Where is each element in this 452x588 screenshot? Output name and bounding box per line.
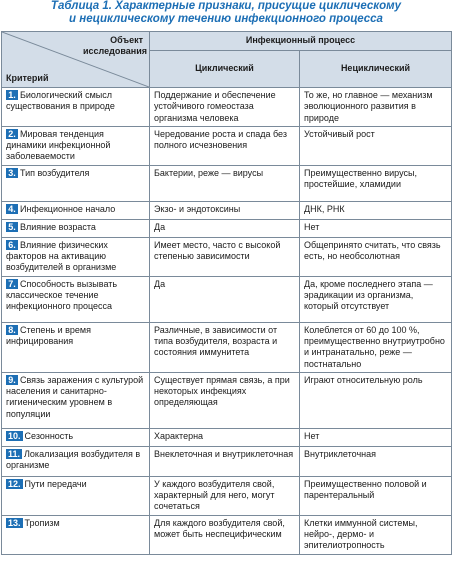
noncyclic-cell: ДНК, РНК — [300, 201, 452, 219]
cyclic-cell: Да — [150, 219, 300, 237]
row-number-badge: 9. — [6, 375, 18, 385]
criterion-text: Инфекционное начало — [20, 203, 116, 214]
table-row — [2, 165, 452, 201]
criterion-text: Сезонность — [24, 430, 74, 441]
noncyclic-cell: Клетки иммунной системы, нейро-, дермо- и эпителиотропность — [300, 515, 452, 554]
row-number-badge: 2. — [6, 129, 18, 139]
noncyclic-cell: Устойчивый рост — [300, 126, 452, 165]
criterion-text: Тип возбудителя — [20, 167, 90, 178]
criterion-cell — [2, 165, 150, 201]
table-row — [2, 276, 452, 322]
criterion-cell — [2, 428, 150, 446]
cyclic-cell: Экзо- и эндотоксины — [150, 201, 300, 219]
criterion-cell — [2, 88, 150, 127]
cyclic-cell: Да — [150, 276, 300, 322]
criterion-cell — [2, 219, 150, 237]
cyclic-cell: Внеклеточная и внутриклеточная — [150, 446, 300, 476]
criterion-text: Биологический смысл существования в природе — [6, 90, 115, 112]
noncyclic-cell: Колеблется от 60 до 100 %, преимущественно внутриутробно и интранатально, реже — постнатально — [300, 322, 452, 372]
header-noncyclic-label: Нециклический — [300, 51, 452, 88]
noncyclic-cell: Общепринято считать, что связь есть, но необсолютная — [300, 237, 452, 276]
header-object-label: Объект исследования — [83, 35, 147, 56]
cyclic-cell: Поддержание и обеспечение устойчивого гомеостаза организма человека — [150, 88, 300, 127]
table-row — [2, 126, 452, 165]
table-row — [2, 372, 452, 428]
table-row — [2, 428, 452, 446]
noncyclic-cell: Играют относительную роль — [300, 372, 452, 428]
criterion-cell — [2, 322, 150, 372]
cyclic-cell: Существует прямая связь, а при некоторых инфекциях определяющая — [150, 372, 300, 428]
table-row — [2, 322, 452, 372]
criterion-text: Влияние физических факторов на активацию возбудителей в организме — [6, 239, 117, 273]
row-number-badge: 1. — [6, 90, 18, 100]
table-row — [2, 88, 452, 127]
criterion-text: Способность вызывать классическое течение инфекционного процесса — [6, 278, 118, 312]
header-cyclic-label: Циклический — [150, 51, 300, 88]
criterion-cell — [2, 276, 150, 322]
row-number-badge: 12. — [8, 478, 21, 489]
noncyclic-cell: Внутриклеточная — [300, 446, 452, 476]
header-criterion-label: Критерий — [6, 72, 49, 83]
criterion-text: Мировая тенденция динамики инфекционной заболеваемости — [6, 128, 111, 162]
table-body — [2, 88, 452, 555]
table-row — [2, 515, 452, 554]
table-row — [2, 237, 452, 276]
comparison-table — [1, 31, 452, 555]
noncyclic-cell: Преимущественно половой и парентеральный — [300, 476, 452, 515]
row-number-badge: 6. — [6, 240, 18, 250]
table-row — [2, 201, 452, 219]
row-number-badge: 13. — [8, 517, 21, 528]
criterion-text: Степень и время инфицирования — [6, 324, 91, 346]
cyclic-cell: У каждого возбудителя свой, характерный для него, могут сочетаться — [150, 476, 300, 515]
cyclic-cell: Бактерии, реже — вирусы — [150, 165, 300, 201]
row-number-badge: 3. — [6, 168, 18, 178]
noncyclic-cell: Преимущественно вирусы, простейшие, хламидии — [300, 165, 452, 201]
cyclic-cell: Имеет место, часто с высокой степенью зависимости — [150, 237, 300, 276]
criterion-cell — [2, 126, 150, 165]
criterion-text: Пути передачи — [24, 478, 87, 489]
criterion-text: Влияние возраста — [20, 221, 96, 232]
noncyclic-cell: Нет — [300, 428, 452, 446]
table-title-line-1: Таблица 1. Характерные признаки, присущие циклическому — [50, 0, 402, 12]
cyclic-cell: Чередование роста и спада без полного исчезновения — [150, 126, 300, 165]
noncyclic-cell: Да, кроме последнего этапа — эрадикации из организма, который отсутствует — [300, 276, 452, 322]
row-number-badge: 8. — [6, 325, 18, 335]
row-number-badge: 5. — [6, 222, 18, 232]
criterion-text: Локализация возбудителя в организме — [6, 448, 141, 471]
criterion-cell — [2, 237, 150, 276]
cyclic-cell: Характерна — [150, 428, 300, 446]
cyclic-cell: Различные, в зависимости от типа возбудителя, возраста и состояния иммунитета — [150, 322, 300, 372]
noncyclic-cell: То же, но главное — механизм эволюционного развития в природе — [300, 88, 452, 127]
table-row — [2, 446, 452, 476]
criterion-cell — [2, 476, 150, 515]
criterion-text: Тропизм — [24, 517, 60, 528]
cyclic-cell: Для каждого возбудителя свой, может быть неспецифическим — [150, 515, 300, 554]
criterion-text: Связь заражения с культурой населения и санитарно-гигиеническим уровнем в популяции — [6, 374, 144, 419]
row-number-badge: 4. — [6, 204, 18, 214]
header-process-label: Инфекционный процесс — [150, 32, 452, 51]
table-row — [2, 476, 452, 515]
criterion-cell — [2, 201, 150, 219]
noncyclic-cell: Нет — [300, 219, 452, 237]
table-title — [0, 0, 452, 26]
criterion-cell — [2, 515, 150, 554]
row-number-badge: 7. — [6, 279, 18, 289]
row-number-badge: 10. — [8, 430, 21, 441]
criterion-cell — [2, 446, 150, 476]
row-number-badge: 11. — [8, 448, 21, 459]
criterion-cell — [2, 372, 150, 428]
header-diagonal-cell — [2, 32, 150, 88]
table-row — [2, 219, 452, 237]
table-title-line-2: и нециклическому течению инфекционного процесса — [69, 13, 383, 25]
